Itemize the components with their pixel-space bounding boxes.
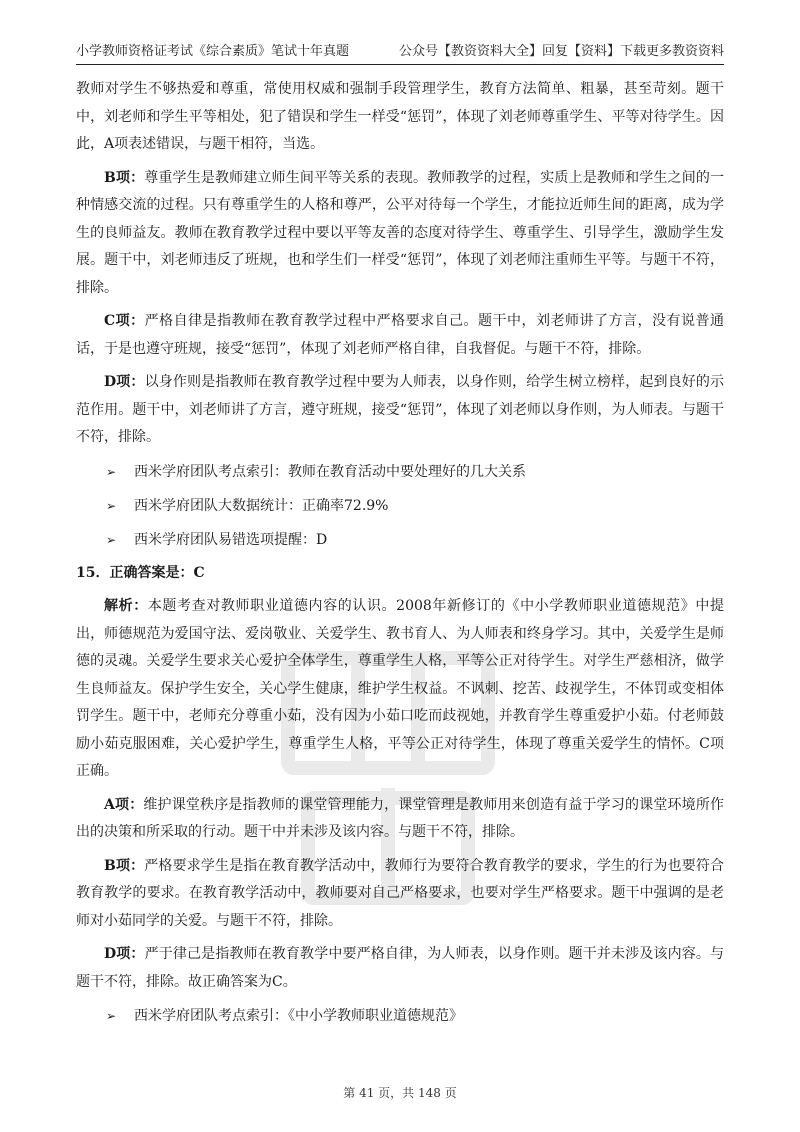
- bullet-text: 西米学府团队易错选项提醒：D: [134, 531, 328, 548]
- analysis-label: 解析：: [104, 598, 148, 614]
- paragraph-intro: 教师对学生不够热爱和尊重，常使用权威和强制手段管理学生，教育方法简单、粗暴，甚至苛刻。题干中，刘老师和学生平等相处，犯了错误和学生一样受“惩罚”，体现了刘老师尊重学生、平等对待学生。因此，A项表述错误，与题干相符，当选。: [76, 81, 724, 152]
- q15-option-a: [76, 792, 724, 847]
- option-label: B项：: [104, 857, 145, 874]
- arrow-bullet-icon: ➢: [106, 464, 117, 479]
- header-title: 小学教师资格证考试《综合素质》笔试十年真题: [76, 44, 350, 59]
- option-text: 严格要求学生是指在教育教学活动中，教师行为要符合教育教学的要求，学生的行为也要符合教育教学的要求。在教育教学活动中，教师要对自己严格要求，也要对学生严格要求。题干中强调的是老师对小茹同学的关爱。与题干不符，排除。: [76, 857, 724, 929]
- bullet-item: [76, 1002, 724, 1030]
- bullet-text: 西米学府团队大数据统计：正确率72.9%: [134, 497, 389, 514]
- option-text: 尊重学生是教师建立师生间平等关系的表现。教师教学的过程，实质上是教师和学生之间的一种情感交流的过程。只有尊重学生的人格和尊严，公平对待每一个学生，才能拉近师生间的距离，成为学生的良师益友。教师在教育教学过程中要以平等友善的态度对待学生、尊重学生、引导学生，激励学生发展。题干中，刘老师违反了班规，也和学生们一样受“惩罚”，体现了刘老师注重师生平等。与题干不符，排除。: [76, 169, 724, 296]
- option-label: D项：: [104, 374, 145, 390]
- bullet-item: [76, 492, 724, 520]
- q14-option-b: [76, 165, 724, 303]
- document-body: [76, 76, 724, 1036]
- option-text: 严于律己是指教师在教育教学中要严格自律，为人师表，以身作则。题干并未涉及该内容。与题干不符，排除。故正确答案为C。: [76, 946, 725, 990]
- bullet-item: [76, 526, 724, 554]
- q15-option-d: [76, 941, 724, 996]
- option-label: C项：: [104, 313, 145, 329]
- option-label: A项：: [104, 796, 144, 813]
- bullet-item: [76, 458, 724, 486]
- analysis-text: 本题考查对教师职业道德内容的认识。2008年新修订的《中小学教师职业道德规范》中提出，师德规范为爱国守法、爱岗敬业、关爱学生、教书育人、为人师表和终身学习。其中，关爱学生是师德的灵魂。关爱学生要求关心爱护全体学生，尊重学生人格，平等公正对待学生。对学生严慈相济，做学生良师益友。保护学生安全，关心学生健康，维护学生权益。不讽刺、挖苦、歧视学生，不体罚或变相体罚学生。题干中，老师充分尊重小茹，没有因为小茹口吃而歧视她，并教育学生尊重爱护小茹。付老师鼓励小茹克服困难，关心爱护学生，尊重学生人格，平等公正对待学生，体现了尊重关爱学生的情怀。C项正确。: [76, 598, 724, 779]
- arrow-bullet-icon: ➢: [106, 1009, 117, 1023]
- q15-heading: 15．正确答案是：C: [76, 564, 205, 581]
- q14-option-d: [76, 369, 724, 452]
- q14-option-c: [76, 308, 724, 363]
- q15-option-b: [76, 853, 724, 936]
- bullet-text: 西米学府团队考点索引：《中小学教师职业道德规范》: [134, 1008, 463, 1024]
- option-label: D项：: [104, 946, 145, 962]
- q15-analysis: [76, 593, 724, 786]
- option-text: 维护课堂秩序是指教师的课堂管理能力，课堂管理是教师用来创造有益于学习的课堂环境所作出的决策和所采取的行动。题干中并未涉及该内容。与题干不符，排除。: [76, 796, 724, 840]
- bullet-text: 西米学府团队考点索引：教师在教育活动中要处理好的几大关系: [134, 463, 526, 480]
- option-text: 以身作则是指教师在教育教学过程中要为人师表，以身作则，给学生树立榜样，起到良好的示范作用。题干中，刘老师讲了方言，遵守班规，接受“惩罚”，体现了刘老师以身作则，为人师表。与题干不符，排除。: [76, 374, 725, 445]
- page-header: [76, 40, 724, 65]
- option-text: 严格自律是指教师在教育教学过程中严格要求自己。题干中，刘老师讲了方言，没有说普通话，于是也遵守班规，接受“惩罚”，体现了刘老师严格自律，自我督促。与题干不符，排除。: [76, 313, 724, 357]
- option-label: B项：: [104, 169, 145, 186]
- header-promo: 公众号【教资资料大全】回复【资料】下载更多教资资料: [398, 44, 724, 59]
- arrow-bullet-icon: ➢: [106, 532, 117, 547]
- page-number: 第 41 页，共 148 页: [343, 1086, 457, 1100]
- arrow-bullet-icon: ➢: [106, 498, 117, 513]
